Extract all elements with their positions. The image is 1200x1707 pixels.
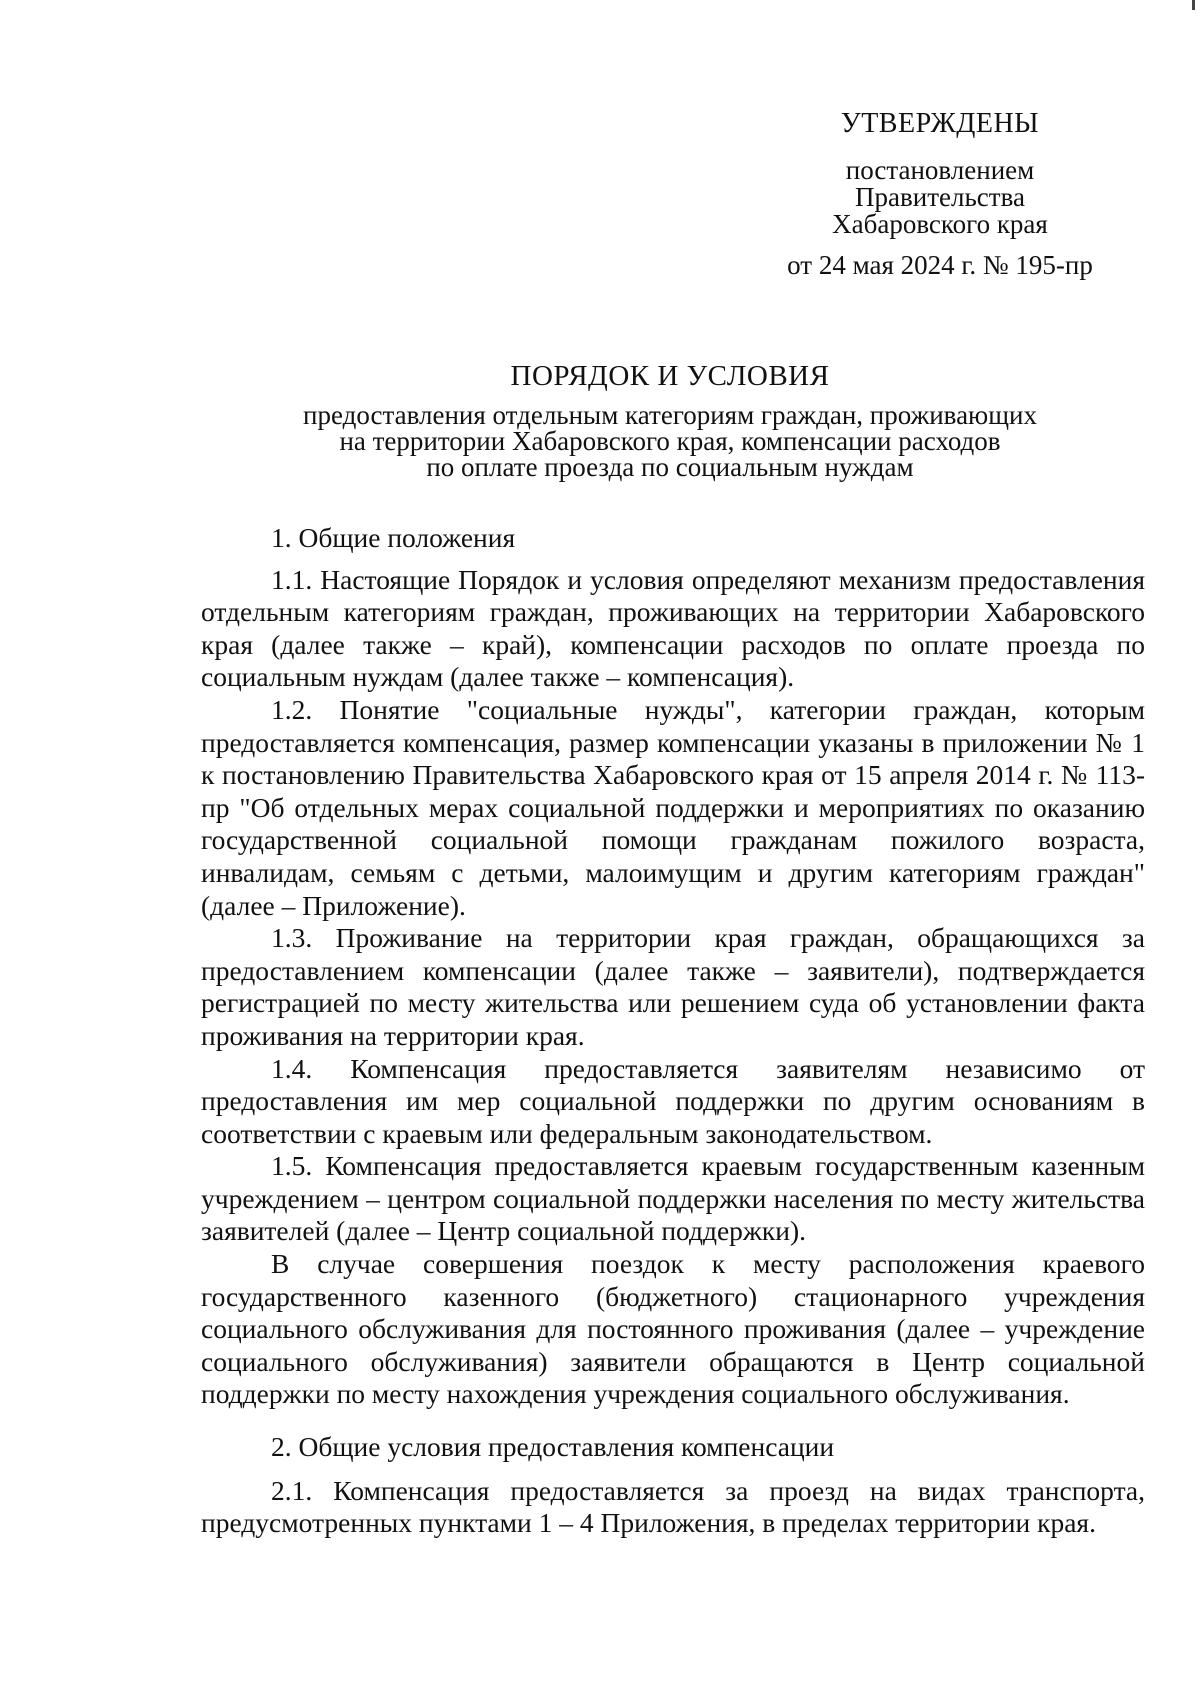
paragraph-1-5-continued: В случае совершения поездок к месту расположения краевого государственного казенного (бюджетного) стационарного учреждения социального обслуживания для постоянного проживания (далее – учреждение социального обслуживания) заявители обращаются в Центр социальной поддержки по месту нахождения учреждения социального обслуживания. (201, 1248, 1145, 1410)
subtitle-line-3: по оплате проезда по социальным нуждам (426, 452, 914, 482)
section-2-heading: 2. Общие условия предоставления компенсации (271, 1431, 835, 1463)
document-subtitle (250, 402, 1090, 480)
paragraph-1-5: 1.5. Компенсация предоставляется краевым государственным казенным учреждением – центром социальной поддержки населения по месту жительства заявителей (далее – Центр социальной поддержки). (201, 1150, 1145, 1247)
approval-line-3: Хабаровского края (832, 209, 1048, 239)
section-1-heading: 1. Общие положения (271, 522, 516, 553)
document-title: ПОРЯДОК И УСЛОВИЯ (510, 360, 830, 392)
approval-heading: УТВЕРЖДЕНЫ (840, 108, 1040, 139)
scan-mark (1192, 0, 1195, 10)
approval-block (760, 110, 1120, 279)
approval-date: от 24 мая 2024 г. № 195-пр (787, 250, 1093, 280)
paragraph-1-4: 1.4. Компенсация предоставляется заявителям независимо от предоставления им мер социальной поддержки по другим основаниям в соответствии с краевым или федеральным законодательством. (201, 1052, 1145, 1149)
paragraph-2-1: 2.1. Компенсация предоставляется за проезд на видах транспорта, предусмотренных пунктами 1 – 4 Приложения, в пределах территории края. (201, 1474, 1145, 1539)
approval-line-2: Правительства (855, 182, 1025, 212)
paragraph-1-1: 1.1. Настоящие Порядок и условия определяют механизм предоставления отдельным категориям граждан, проживающих на территории Хабаровского края (далее также – край), компенсации расходов по оплате проезда по социальным нуждам (далее также – компенсация). (201, 563, 1145, 693)
approval-line-1: постановлением (845, 155, 1035, 185)
document-body (201, 522, 1145, 1540)
paragraph-1-3: 1.3. Проживание на территории края граждан, обращающихся за предоставлением компенсации (далее также – заявители), подтверждается регистрацией по месту жительства или решением суда об установлении факта проживания на территории края. (201, 922, 1145, 1051)
subtitle-line-1: предоставления отдельным категориям граждан, проживающих (303, 400, 1037, 430)
subtitle-line-2: на территории Хабаровского края, компенсации расходов (339, 426, 1001, 456)
paragraph-1-2: 1.2. Понятие "социальные нужды", категории граждан, которым предоставляется компенсация, размер компенсации указаны в приложении № 1 к постановлению Правительства Хабаровского края от 15 апреля 2014 г. № 113-пр "Об отдельных мерах социальной поддержки и мероприятиях по оказанию государственной социальной помощи гражданам пожилого возраста, инвалидам, семьям с детьми, малоимущим и другим категориям граждан" (далее – Приложение). (201, 693, 1145, 921)
